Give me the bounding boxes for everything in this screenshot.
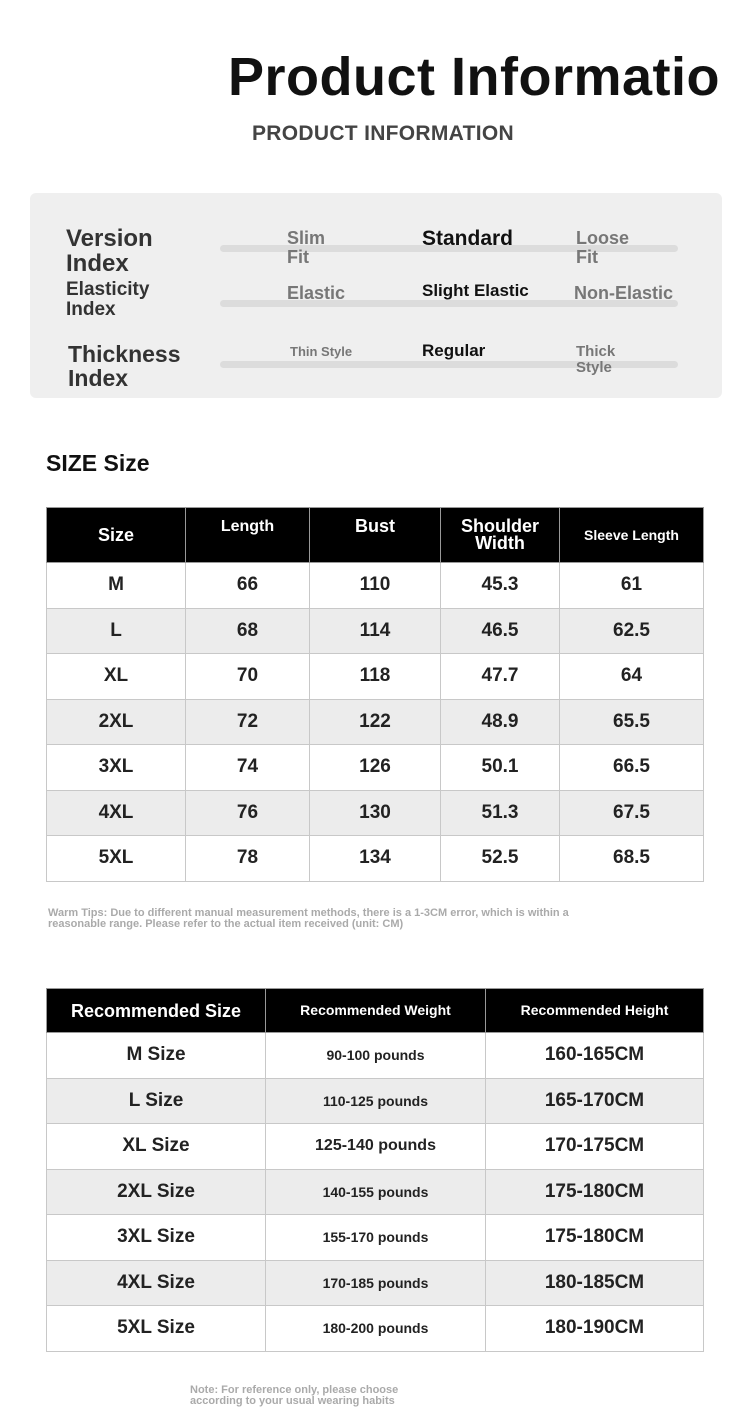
elasticity-index-label: Elasticity Index [66,279,150,320]
shoulder-cell: 47.7 [441,654,560,700]
size-header-length: Length [186,508,310,563]
sleeve-cell: 61 [560,563,704,609]
rec-size-cell: 2XL Size [47,1169,266,1215]
length-cell: 76 [186,790,310,836]
bust-cell: 110 [310,563,441,609]
version-high-option: Loose Fit [576,228,630,267]
table-row [47,699,704,745]
table-row [47,654,704,700]
page-title: Product Informatio [228,47,720,107]
table-row [47,1033,704,1079]
shoulder-cell: 45.3 [441,563,560,609]
table-row [47,1306,704,1352]
version-index-label: Version Index [66,225,153,278]
rec-size-cell: M Size [47,1033,266,1079]
thickness-low-option: Thin Style [290,344,353,359]
shoulder-cell: 51.3 [441,790,560,836]
rec-weight-cell: 110-125 pounds [266,1078,486,1124]
length-cell: 78 [186,836,310,882]
rec-weight-cell: 125-140 pounds [266,1124,486,1170]
warm-tips: Warm Tips: Due to different manual measurement methods, there is a 1-3CM error, which is within a reasonable range. Please refer to the actual item received (unit: CM) [48,907,569,930]
rec-height-cell: 175-180CM [486,1169,704,1215]
rec-height-cell: 175-180CM [486,1215,704,1261]
thickness-index-label: Thickness Index [68,341,181,392]
version-mid-option: Standard [422,227,514,250]
size-cell: 2XL [47,699,186,745]
rec-size-cell: L Size [47,1078,266,1124]
rec-size-cell: 4XL Size [47,1260,266,1306]
size-cell: XL [47,654,186,700]
length-cell: 74 [186,745,310,791]
thickness-mid-option: Regular [422,341,486,360]
elasticity-low-option: Elastic [287,283,346,303]
bust-cell: 118 [310,654,441,700]
elasticity-mid-option: Slight Elastic [422,281,529,300]
bust-cell: 122 [310,699,441,745]
shoulder-cell: 50.1 [441,745,560,791]
bust-cell: 130 [310,790,441,836]
bust-cell: 126 [310,745,441,791]
size-header-shoulder-width: Shoulder Width [441,508,560,563]
table-row [47,790,704,836]
sleeve-cell: 68.5 [560,836,704,882]
rec-weight-cell: 140-155 pounds [266,1169,486,1215]
sleeve-cell: 64 [560,654,704,700]
size-header-size: Size [47,508,186,563]
rec-height-cell: 160-165CM [486,1033,704,1079]
rec-height-cell: 170-175CM [486,1124,704,1170]
table-row [47,608,704,654]
table-row [47,1215,704,1261]
rec-weight-cell: 180-200 pounds [266,1306,486,1352]
rec-height-cell: 165-170CM [486,1078,704,1124]
shoulder-cell: 48.9 [441,699,560,745]
table-row [47,1260,704,1306]
rec-size-cell: XL Size [47,1124,266,1170]
bust-cell: 134 [310,836,441,882]
sleeve-cell: 66.5 [560,745,704,791]
table-row [47,1169,704,1215]
size-cell: 4XL [47,790,186,836]
table-row [47,563,704,609]
rec-height-cell: 180-185CM [486,1260,704,1306]
rec-header-height: Recommended Height [486,989,704,1033]
length-cell: 72 [186,699,310,745]
length-cell: 70 [186,654,310,700]
rec-height-cell: 180-190CM [486,1306,704,1352]
rec-weight-cell: 155-170 pounds [266,1215,486,1261]
version-low-option: Slim Fit [287,228,326,267]
table-row [47,745,704,791]
rec-header-size: Recommended Size [47,989,266,1033]
recommendation-header-row [47,989,704,1033]
recommendation-table [46,988,704,1352]
rec-size-cell: 3XL Size [47,1215,266,1261]
size-table-header-row [47,508,704,563]
size-header-bust: Bust [310,508,441,563]
thickness-high-option: Thick Style [576,343,616,376]
page-subtitle: PRODUCT INFORMATION [252,122,514,145]
length-cell: 68 [186,608,310,654]
size-cell: M [47,563,186,609]
elasticity-high-option: Non-Elastic [574,283,674,303]
size-heading: SIZE Size [46,450,150,476]
bust-cell: 114 [310,608,441,654]
length-cell: 66 [186,563,310,609]
size-cell: 3XL [47,745,186,791]
rec-header-weight: Recommended Weight [266,989,486,1033]
size-cell: 5XL [47,836,186,882]
rec-weight-cell: 90-100 pounds [266,1033,486,1079]
shoulder-cell: 46.5 [441,608,560,654]
sleeve-cell: 65.5 [560,699,704,745]
sleeve-cell: 67.5 [560,790,704,836]
size-cell: L [47,608,186,654]
rec-weight-cell: 170-185 pounds [266,1260,486,1306]
table-row [47,1124,704,1170]
rec-size-cell: 5XL Size [47,1306,266,1352]
table-row [47,1078,704,1124]
size-header-sleeve-length: Sleeve Length [560,508,704,563]
sleeve-cell: 62.5 [560,608,704,654]
reference-note: Note: For reference only, please choose according to your usual wearing habits [190,1384,399,1407]
table-row [47,836,704,882]
shoulder-cell: 52.5 [441,836,560,882]
size-table [46,507,704,882]
